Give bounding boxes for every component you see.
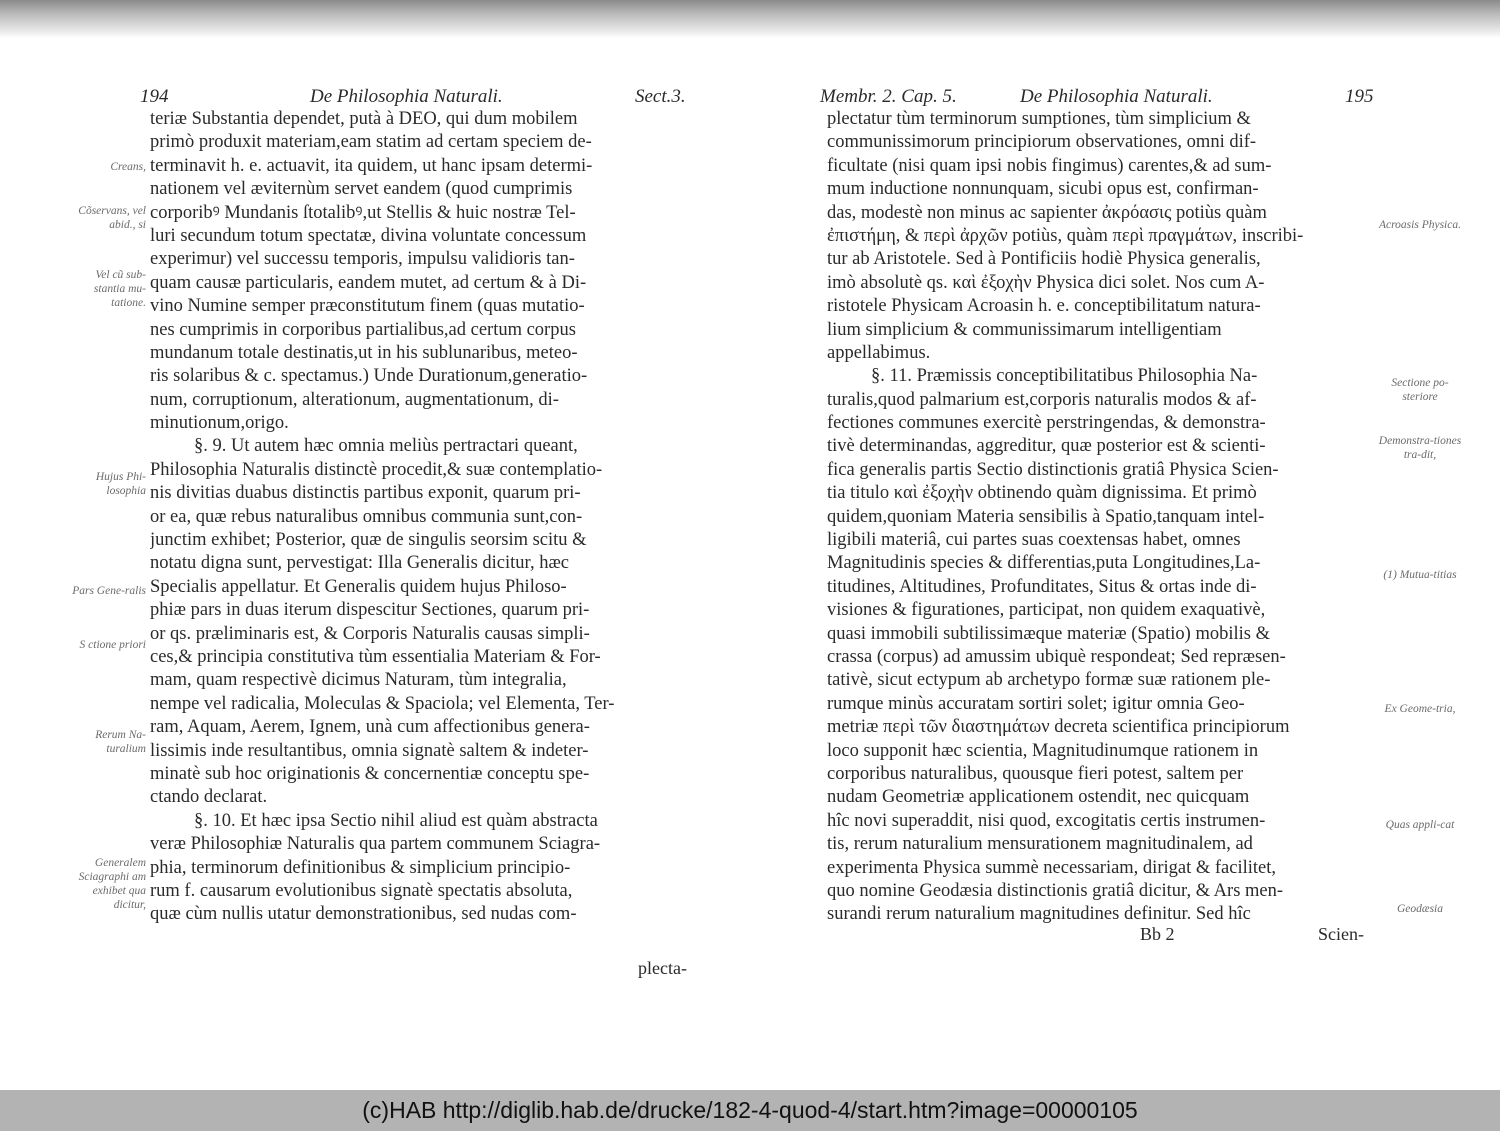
text-line: tur ab Aristotele. Sed à Pontificiis hodiè Physica generalis, (827, 249, 1261, 270)
text-line: luri secundum totum spectatæ, divina voluntate concessum (150, 225, 587, 246)
right-marginal-note: Quas appli-cat (1385, 819, 1455, 831)
text-line: mundanum totale destinatis,ut in his sublunaribus, meteo- (150, 342, 578, 363)
right-marginal-note: Ex Geome-tria, (1384, 703, 1456, 715)
right-marginal-note: Acroasis Physica. (1379, 219, 1461, 231)
text-line: tivè determinandas, aggreditur, quæ posterior est & scienti- (827, 436, 1266, 457)
text-line: ristotele Physicam Acroasin h. e. conceptibilitatum natura- (827, 296, 1261, 317)
text-line: ram, Aquam, Aerem, Ignem, unà cum affectionibus genera- (150, 717, 590, 738)
text-line: tis, rerum naturalium mensurationem magnitudinalem, ad (827, 834, 1253, 855)
text-line: mum inductione nonnunquam, sicubi opus est, confirman- (827, 179, 1259, 200)
text-line: metriæ περὶ τῶν διαστημάτων decreta scientifica principiorum (827, 717, 1290, 738)
left-marginal-note: Pars Gene-ralis (72, 585, 146, 597)
text-line: ἐπιστήμη, & περὶ ἀρχῶν potiùs, quàm περὶ πραγμάτων, inscribi- (827, 225, 1304, 246)
text-line: quam causæ particularis, eandem mutet, ad certum & à Di- (150, 272, 587, 293)
left-marginal-note: Creans, (110, 161, 146, 173)
left-page-number: 194 (140, 86, 169, 107)
signature-mark: Bb 2 (1140, 924, 1175, 944)
text-line: ctando declarat. (150, 787, 268, 808)
text-line: nationem vel æviternùm servet eandem (quod cumprimis (150, 179, 573, 200)
left-header-title: De Philosophia Naturali. (310, 86, 503, 107)
text-line: ficultate (nisi quam ipsi nobis fingimus) carentes,& ad sum- (827, 155, 1272, 176)
text-line: mam, quam respectivè dicimus Naturam, tùm integralia, (150, 670, 567, 691)
text-line: Specialis appellatur. Et Generalis quidem hujus Philoso- (150, 576, 567, 597)
right-header-chapter: Membr. 2. Cap. 5. (820, 86, 957, 107)
text-line: visiones & figurationes, participat, non quidem exaquativè, (827, 600, 1266, 621)
left-marginal-note: Generalem Sciagraphi am exhibet qua dicitur, (78, 857, 146, 911)
text-line: vino Numine semper præconstitutum finem (quas mutatio- (150, 296, 585, 317)
text-line: quidem,quoniam Materia sensibilis à Spatio,tanquam intel- (827, 506, 1265, 527)
text-line: rum f. causarum evolutionibus signatè spectatis absoluta, (150, 880, 573, 901)
left-marginal-note: Cõservans, vel abid., si (78, 205, 146, 231)
right-marginal-note: (1) Mutua-titias (1383, 569, 1457, 581)
text-line: fica generalis partis Sectio distinctionis gratiâ Physica Scien- (827, 459, 1279, 480)
text-line: or ea, quæ rebus naturalibus omnibus communia sunt,con- (150, 506, 583, 527)
text-line: §. 11. Præmissis conceptibilitatibus Philosophia Na- (871, 366, 1258, 387)
text-line: tativè, sicut ectypum ab archetypo formæ suæ rationem ple- (827, 670, 1271, 691)
left-header-section: Sect.3. (635, 86, 686, 107)
text-line: rumque minùs accuratam sortiri solet; igitur omnia Geo- (827, 693, 1245, 714)
left-marginal-note: Rerum Na-turalium (95, 729, 146, 755)
text-line: fectiones communes exercitè perstringendas, & demonstra- (827, 413, 1266, 434)
text-line: nudam Geometriæ applicationem ostendit, nec quicquam (827, 787, 1250, 808)
text-line: communissimorum principiorum observationes, omni dif- (827, 132, 1257, 153)
left-marginal-note: S ctione priori (79, 639, 146, 651)
text-line: quo nomine Geodæsia distinctionis gratiâ dicitur, & Ars men- (827, 880, 1284, 901)
left-marginal-note: Hujus Phi-losophia (95, 471, 146, 497)
text-line: primò produxit materiam,eam statim ad certam speciem de- (150, 132, 592, 153)
text-line: lissimis inde resultantibus, omnia signatè saltem & indeter- (150, 740, 589, 761)
text-line: phia, terminorum definitionibus & simplicium principio- (150, 857, 571, 878)
text-line: terminavit h. e. actuavit, ita quidem, ut hanc ipsam determi- (150, 155, 593, 176)
scan-top-edge (0, 0, 1500, 38)
text-line: titudines, Altitudines, Profunditates, Situs & ortas inde di- (827, 576, 1257, 597)
text-line: or qs. præliminaris est, & Corporis Naturalis causas simpli- (150, 623, 590, 644)
text-line: corporibꝰ Mundanis ſtotalibꝰ,ut Stellis & huic nostræ Tel- (150, 202, 576, 223)
text-line: experimur) vel successu temporis, impulsu validioris tan- (150, 249, 575, 270)
text-line: ces,& principia constitutiva tùm essentialia Materiam & For- (150, 646, 601, 667)
text-line: quasi immobili subtilissimæque materiæ (Spatio) mobilis & (827, 623, 1270, 644)
right-body-text (827, 108, 1382, 927)
text-line: tia titulo καὶ ἐξοχὴν obtinendo quàm dignissima. Et primò (827, 483, 1257, 504)
text-line: ris solaribus & c. spectamus.) Unde Durationum,generatio- (150, 366, 588, 387)
right-page-number: 195 (1345, 86, 1374, 107)
archive-footer: (c)HAB http://diglib.hab.de/drucke/182-4-quod-4/start.htm?image=00000105 (0, 1090, 1500, 1131)
right-marginal-note: Geodæsia (1397, 903, 1443, 915)
text-line: turalis,quod palmarium est,corporis naturalis modos & af- (827, 389, 1257, 410)
text-line: appellabimus. (827, 342, 931, 363)
text-line: loco supponit hæc scientia, Magnitudinumque rationem in (827, 740, 1259, 761)
text-line: nempe vel radicalia, Moleculas & Spaciola; vel Elementa, Ter- (150, 693, 615, 714)
left-body-text (150, 108, 702, 927)
text-line: teriæ Substantia dependet, putà à DEO, qui dum mobilem (150, 109, 578, 129)
text-line: imò absolutè qs. καὶ ἐξοχὴν Physica dici solet. Nos cum A- (827, 272, 1265, 293)
text-line: hîc novi superaddit, nisi quod, excogitatis certis instrumen- (827, 810, 1266, 831)
text-line: minatè sub hoc originationis & concernentiæ conceptu spe- (150, 763, 590, 784)
text-line: ligibili materiâ, cui partes suas coextensas habet, omnes (827, 530, 1241, 551)
left-marginal-note: Vel cũ sub-stantia mu-tatione. (93, 269, 146, 309)
text-line: plectatur tùm terminorum sumptiones, tùm simplicium & (827, 109, 1251, 129)
text-line: lium simplicium & communissimarum intelligentiam (827, 319, 1222, 340)
right-header-title: De Philosophia Naturali. (1020, 86, 1213, 107)
text-line: §. 10. Et hæc ipsa Sectio nihil aliud est quàm abstracta (194, 810, 598, 831)
text-line: minutionum,origo. (150, 413, 289, 434)
text-line: §. 9. Ut autem hæc omnia meliùs pertractari queant, (194, 436, 578, 457)
text-line: notatu digna sunt, pervestigat: Illa Generalis dicitur, hæc (150, 553, 569, 574)
text-line: experimenta Physica summè necessariam, dirigat & facilitet, (827, 857, 1276, 878)
text-line: crassa (corpus) ad amussim ubiquè respondeat; Sed repræsen- (827, 646, 1286, 667)
right-catchword: Scien- (1318, 924, 1364, 944)
text-line: Magnitudinis species & differentias,puta Longitudines,La- (827, 553, 1261, 574)
text-line: nes cumprimis in corporibus partialibus,ad certum corpus (150, 319, 576, 340)
right-marginal-note: Sectione po-steriore (1391, 377, 1449, 403)
text-line: num, corruptionum, alterationum, augmentationum, di- (150, 389, 559, 410)
text-line: junctim exhibet; Posterior, quæ de singulis seorsim scitu & (150, 530, 587, 551)
text-line: quæ cùm nullis utatur demonstrationibus, sed nudas com- (150, 904, 577, 925)
text-line: corporibus naturalibus, quousque fieri potest, saltem per (827, 763, 1244, 784)
text-line: veræ Philosophiæ Naturalis qua partem communem Sciagra- (150, 834, 601, 855)
text-line: Philosophia Naturalis distinctè procedit,& suæ contemplatio- (150, 459, 603, 480)
text-line: nis divitias duabus distinctis partibus exponit, quarum pri- (150, 483, 581, 504)
left-catchword: plecta- (638, 958, 687, 978)
text-line: phiæ pars in duas iterum dispescitur Sectiones, quarum pri- (150, 600, 590, 621)
right-marginal-note: Demonstra-tiones tra-dit, (1378, 435, 1462, 461)
text-line: surandi rerum naturalium magnitudines definitur. Sed hîc (827, 904, 1251, 925)
text-line: das, modestè non minus ac sapienter ἀκρόασις potiùs quàm (827, 202, 1267, 223)
